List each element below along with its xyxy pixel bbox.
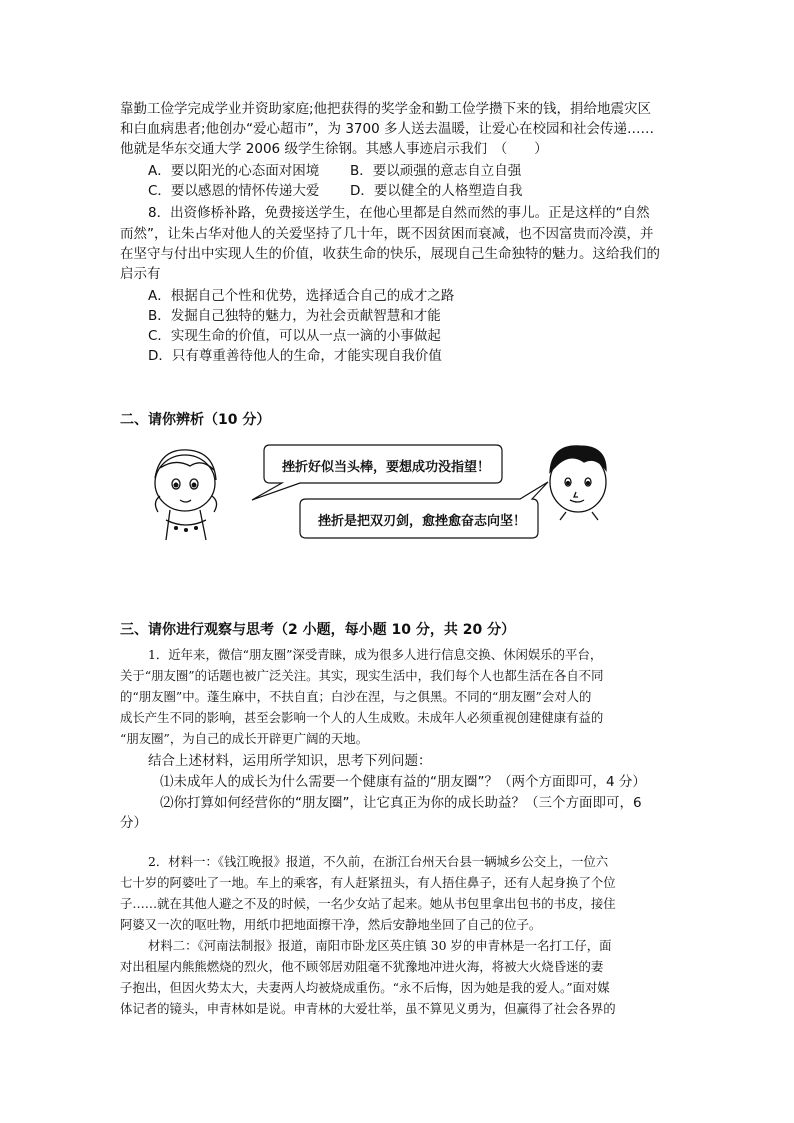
q7-text-line-2: 和白血病患者;他创办“爱心超市”，为 3700 多人送去温暖，让爱心在校园和社会传递…… bbox=[120, 121, 654, 137]
s3-p2-line-3: 子……就在其他人避之不及的时候，一名少女站了起来。她从书包里拿出包书的书皮，接住 bbox=[120, 896, 616, 911]
q7-option-d: D．要以健全的人格塑造自我 bbox=[350, 183, 523, 199]
s3-p2-line-1: 2．材料一：《钱江晚报》报道，不久前，在浙江台州天台县一辆城乡公交上，一位六 bbox=[148, 854, 609, 869]
girl-figure-icon bbox=[155, 450, 217, 540]
q7-option-a: A．要以阳光的心态面对困境 bbox=[148, 163, 320, 179]
s3-p1-line-3: 的“朋友圈”中。蓬生麻中，不扶自直；白沙在涅，与之俱黑。不同的“朋友圈”会对人的 bbox=[120, 689, 592, 704]
s3-subquestion-1: ⑴未成年人的成长为什么需要一个健康有益的“朋友圈”？（两个方面即可，4 分） bbox=[160, 774, 646, 790]
s3-subquestion-2-line-1: ⑵你打算如何经营你的“朋友圈”，让它真正为你的成长助益？（三个方面即可，6 bbox=[160, 795, 642, 811]
boy-figure-icon bbox=[550, 446, 606, 520]
q8-option-c: C．实现生命的价值，可以从一点一滴的小事做起 bbox=[148, 328, 441, 344]
s3-p1-line-1: 1．近年来，微信“朋友圈”深受青睐，成为很多人进行信息交换、休闲娱乐的平台， bbox=[148, 647, 603, 662]
q7-option-c: C．要以感恩的情怀传递大爱 bbox=[148, 183, 320, 199]
q8-option-d: D．只有尊重善待他人的生命，才能实现自我价值 bbox=[148, 348, 442, 364]
section2-title: 二、请你辨析（10 分） bbox=[120, 412, 271, 428]
q8-option-a: A．根据自己个性和优势，选择适合自己的成才之路 bbox=[148, 288, 455, 304]
s3-prompt: 结合上述材料，运用所学知识，思考下列问题： bbox=[148, 753, 432, 769]
speech-bubble-1-text: 挫折好似当头棒，要想成功没指望！ bbox=[282, 460, 491, 475]
section3-title: 三、请你进行观察与思考（2 小题，每小题 10 分，共 20 分） bbox=[120, 622, 516, 638]
q7-text-line-1: 靠勤工俭学完成学业并资助家庭;他把获得的奖学金和勤工俭学攒下来的钱，捐给地震灾区 bbox=[120, 101, 652, 117]
q8-text-line-1: 8．出资修桥补路，免费接送学生，在他心里都是自然而然的事儿。正是这样的“自然 bbox=[148, 205, 650, 221]
s3-p2-line-4: 阿婆又一次的呕吐物，用纸巾把地面擦干净，然后安静地坐回了自己的位子。 bbox=[120, 917, 542, 932]
s3-p3-line-3: 子抱出，但因火势太大，夫妻两人均被烧成重伤。“永不后悔，因为她是我的爱人。”面对媒 bbox=[120, 980, 610, 995]
s3-p3-line-2: 对出租屋内熊熊燃烧的烈火，他不顾邻居劝阻毫不犹豫地冲进火海，将被大火烧昏迷的妻 bbox=[120, 959, 604, 974]
s3-p2-line-2: 七十岁的阿婆吐了一地。车上的乘客，有人赶紧扭头，有人捂住鼻子，还有人起身换了个位 bbox=[120, 875, 616, 890]
speech-bubble-2-text: 挫折是把双刃剑，愈挫愈奋志向坚！ bbox=[318, 514, 527, 529]
q8-text-line-3: 在坚守与付出中实现人生的价值，收获生命的快乐，展现自己生命独特的魅力。这给我们的 bbox=[120, 246, 660, 262]
s3-p1-line-4: 成长产生不同的影响，甚至会影响一个人的人生成败。未成年人必须重视创建健康有益的 bbox=[120, 710, 604, 725]
q7-text-line-3: 他就是华东交通大学 2006 级学生徐钢。其感人事迹启示我们 （ ） bbox=[120, 141, 548, 157]
s3-p3-line-1: 材料二：《河南法制报》报道，南阳市卧龙区英庄镇 30 岁的申青林是一名打工仔，面 bbox=[148, 938, 612, 953]
s3-p3-line-4: 体记者的镜头，申青林如是说。申青林的大爱壮举，虽不算见义勇为，但赢得了社会各界的 bbox=[120, 1001, 616, 1016]
s3-subquestion-2-line-2: 分） bbox=[120, 815, 147, 831]
q8-text-line-4: 启示有 bbox=[120, 266, 161, 282]
q8-text-line-2: 而然”，让朱占华对他人的关爱坚持了几十年，既不因贫困而衰减，也不因富贵而冷漠，并 bbox=[120, 226, 654, 242]
s3-p1-line-2: 关于“朋友圈”的话题也被广泛关注。其实，现实生活中，我们每个人也都生活在各自不同 bbox=[120, 668, 604, 683]
q7-option-b: B．要以顽强的意志自立自强 bbox=[350, 163, 522, 179]
q8-option-b: B．发掘自己独特的魅力，为社会贡献智慧和才能 bbox=[148, 308, 441, 324]
s3-p1-line-5: “朋友圈”，为自己的成长开辟更广阔的天地。 bbox=[120, 731, 369, 746]
